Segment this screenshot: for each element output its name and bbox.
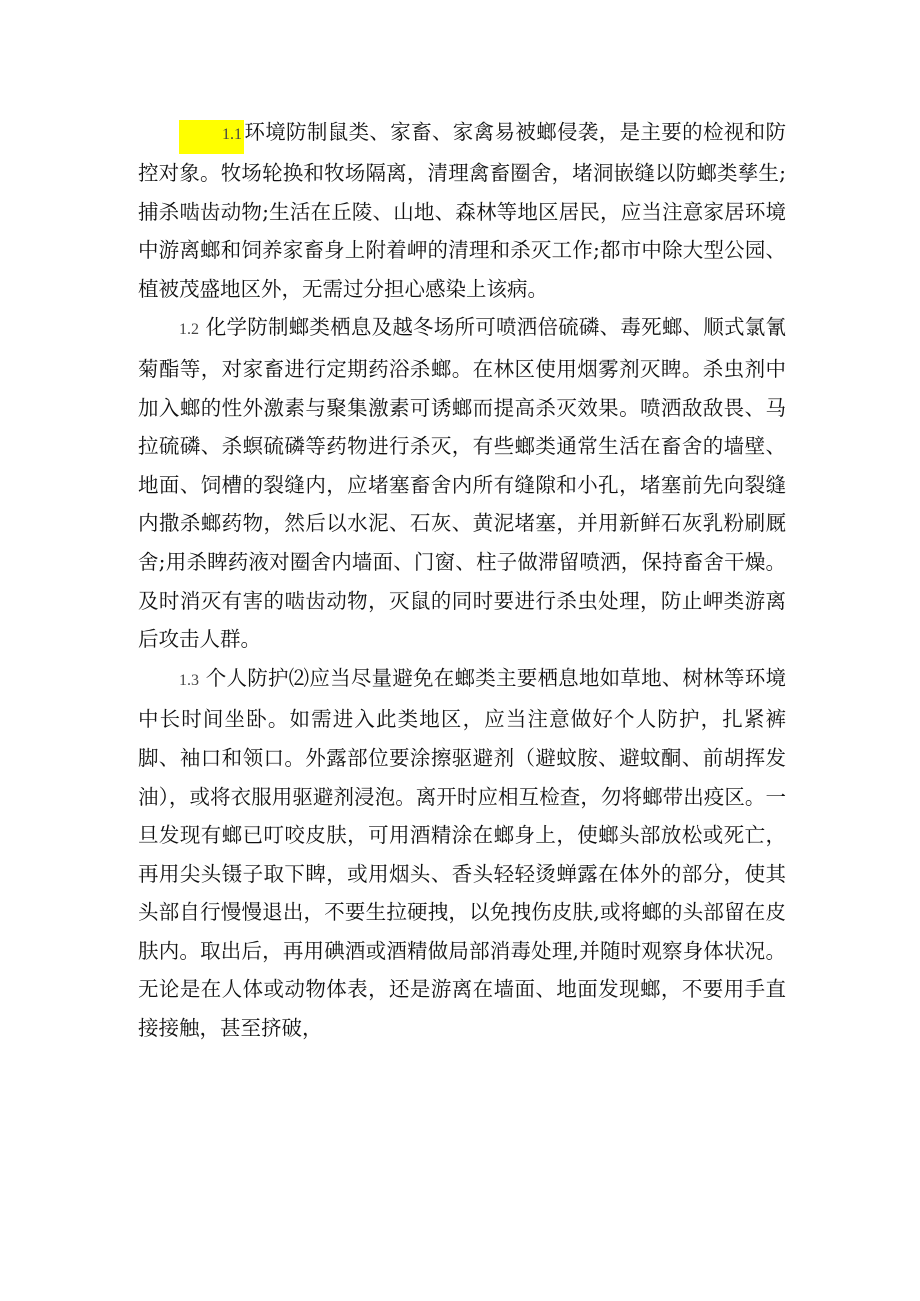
highlighted-section-number: 1.1: [179, 120, 244, 154]
paragraph-1-1: [138, 113, 786, 308]
paragraph-text: 化学防制螂类栖息及越冬场所可喷洒倍硫磷、毒死螂、顺式氯氰菊酯等，对家畜进行定期药浴杀螂。在林区使用烟雾剂灭睥。杀虫剂中加入螂的性外激素与聚集激素可诱螂而提高杀灭效果。喷洒敌敌畏、马拉硫磷、杀螟硫磷等药物进行杀灭，有些螂类通常生活在畜舍的墙壁、地面、饲槽的裂缝内，应堵塞畜舍内所有缝隙和小孔，堵塞前先向裂缝内撒杀螂药物，然后以水泥、石灰、黄泥堵塞，并用新鲜石灰乳粉刷厩舍;用杀睥药液对圈舍内墙面、门窗、柱子做滞留喷洒，保持畜舍干燥。及时消灭有害的啮齿动物，灭鼠的同时要进行杀虫处理，防止岬类游离后攻击人群。: [138, 315, 786, 652]
paragraph-1-3: [138, 659, 786, 1048]
paragraph-text: 环境防制鼠类、家畜、家禽易被螂侵袭，是主要的检视和防控对象。牧场轮换和牧场隔离，清理禽畜圈舍，堵洞嵌缝以防螂类孳生;捕杀啮齿动物;生活在丘陵、山地、森林等地区居民，应当注意家居环境中游离螂和饲养家畜身上附着岬的清理和杀灭工作;都市中除大型公园、植被茂盛地区外，无需过分担心感染上该病。: [138, 120, 786, 301]
paragraph-1-2: [138, 308, 786, 658]
section-number: 1.2: [179, 321, 199, 339]
document-body: [138, 113, 786, 1048]
paragraph-text: 个人防护⑵应当尽量避免在螂类主要栖息地如草地、树林等环境中长时间坐卧。如需进入此类地区，应当注意做好个人防护，扎紧裤脚、袖口和领口。外露部位要涂擦驱避剂（避蚊胺、避蚊酮、前胡挥发油），或将衣服用驱避剂浸泡。离开时应相互检查，勿将螂带出疫区。一旦发现有螂已叮咬皮肤，可用酒精涂在螂身上，使螂头部放松或死亡，再用尖头镊子取下睥，或用烟头、香头轻轻烫蝉露在体外的部分，使其头部自行慢慢退出，不要生拉硬拽，以免拽伤皮肤,或将螂的头部留在皮肤内。取出后，再用碘酒或酒精做局部消毒处理,并随时观察身体状况。无论是在人体或动物体表，还是游离在墙面、地面发现螂，不要用手直接接触，甚至挤破，: [138, 665, 786, 1041]
section-number: 1.3: [179, 671, 199, 689]
